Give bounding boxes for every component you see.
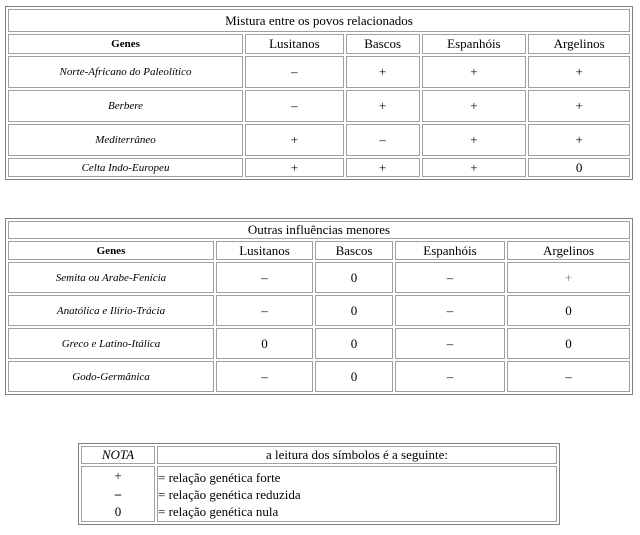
cell-value: + — [346, 158, 420, 177]
table-caption: Outras influências menores — [8, 221, 630, 239]
table-caption: Mistura entre os povos relacionados — [8, 9, 630, 32]
table-influencias-menores — [5, 218, 633, 395]
cell-value: + — [528, 90, 630, 122]
cell-value: – — [216, 361, 313, 392]
cell-value: – — [395, 262, 505, 293]
cell-value: + — [422, 56, 527, 88]
column-header-lusitanos: Lusitanos — [216, 241, 313, 260]
note-descriptions — [157, 466, 557, 522]
column-header-espanhois: Espanhóis — [422, 34, 527, 54]
column-header-genes: Genes — [8, 241, 214, 260]
table-row — [8, 56, 630, 88]
column-header-bascos: Bascos — [346, 34, 420, 54]
gene-name: Anatólica e Ilírio-Trácia — [8, 295, 214, 326]
cell-value: – — [395, 295, 505, 326]
symbol-dash: – — [114, 486, 122, 501]
table-povos-relacionados — [5, 6, 633, 180]
cell-value: + — [245, 124, 344, 156]
cell-value: + — [528, 56, 630, 88]
table-row — [8, 328, 630, 359]
symbol-plus: + — [114, 468, 122, 483]
gene-name: Greco e Latino-Itálica — [8, 328, 214, 359]
column-header-espanhois: Espanhóis — [395, 241, 505, 260]
gene-name: Godo-Germânica — [8, 361, 214, 392]
cell-value: + — [422, 90, 527, 122]
cell-value: + — [346, 90, 420, 122]
description-strong: = relação genética forte — [158, 469, 281, 485]
cell-value: + — [422, 124, 527, 156]
cell-value: – — [245, 90, 344, 122]
cell-value: 0 — [315, 328, 393, 359]
cell-value: – — [216, 262, 313, 293]
column-header-lusitanos: Lusitanos — [245, 34, 344, 54]
gene-name: Semita ou Arabe-Fenícia — [8, 262, 214, 293]
cell-value: – — [395, 328, 505, 359]
table-row — [8, 361, 630, 392]
table-row — [8, 262, 630, 293]
gene-name: Norte-Africano do Paleolítico — [8, 56, 243, 88]
column-header-argelinos: Argelinos — [507, 241, 630, 260]
cell-value: – — [216, 295, 313, 326]
cell-value: 0 — [315, 295, 393, 326]
gene-name: Berbere — [8, 90, 243, 122]
column-header-bascos: Bascos — [315, 241, 393, 260]
description-reduced: = relação genética reduzida — [158, 486, 301, 502]
cell-value: + — [245, 158, 344, 177]
cell-value: 0 — [216, 328, 313, 359]
cell-value: 0 — [315, 262, 393, 293]
column-header-genes: Genes — [8, 34, 243, 54]
note-title: NOTA — [81, 446, 155, 464]
cell-value: – — [346, 124, 420, 156]
symbol-zero: 0 — [114, 504, 122, 519]
cell-value: + — [346, 56, 420, 88]
cell-value: – — [507, 361, 630, 392]
table-row — [8, 158, 630, 177]
table-row — [8, 124, 630, 156]
gene-name: Celta Indo-Europeu — [8, 158, 243, 177]
gene-name: Mediterrâneo — [8, 124, 243, 156]
description-null: = relação genética nula — [158, 503, 279, 519]
note-subtitle: a leitura dos símbolos é a seguinte: — [157, 446, 557, 464]
table-row — [8, 295, 630, 326]
table-nota — [78, 443, 560, 525]
table-row — [8, 90, 630, 122]
cell-value: 0 — [507, 328, 630, 359]
column-header-argelinos: Argelinos — [528, 34, 630, 54]
cell-value: – — [395, 361, 505, 392]
cell-value: + — [422, 158, 527, 177]
note-symbols — [81, 466, 155, 522]
cell-value: – — [245, 56, 344, 88]
cell-value: 0 — [507, 295, 630, 326]
cell-value: 0 — [528, 158, 630, 177]
cell-value: 0 — [315, 361, 393, 392]
cell-value: + — [528, 124, 630, 156]
cell-value: + — [507, 262, 630, 293]
